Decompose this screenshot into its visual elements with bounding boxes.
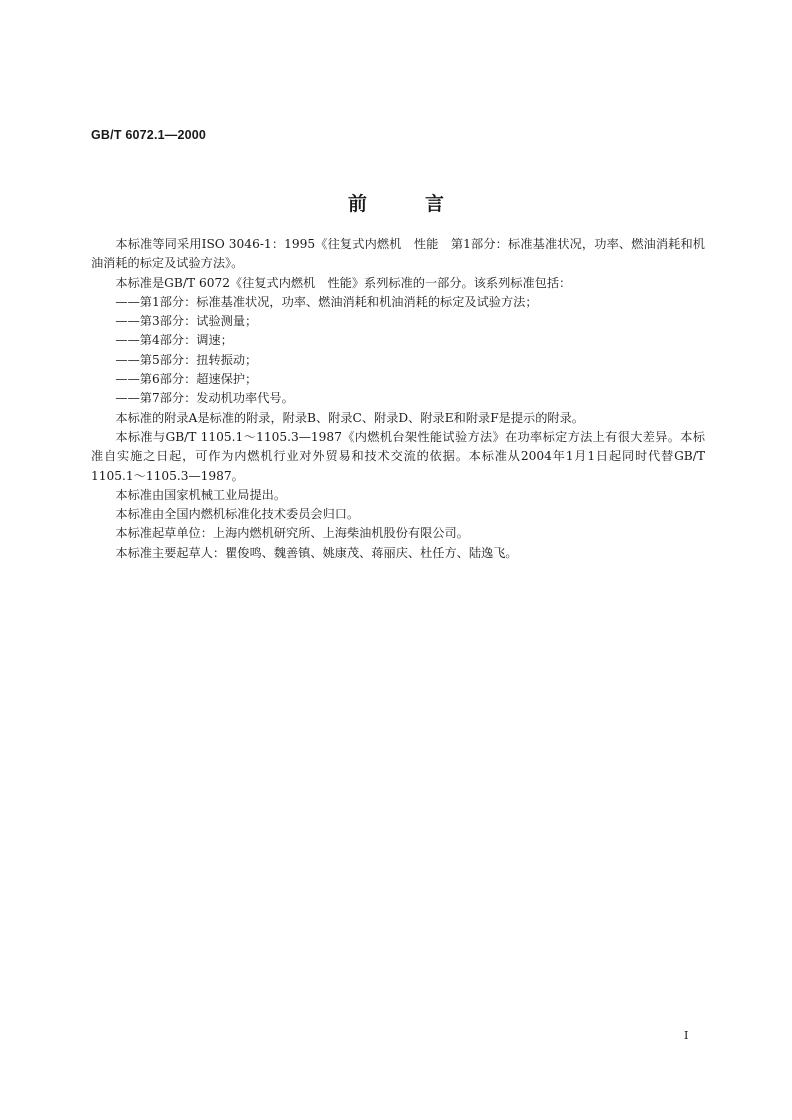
list-item: ——第6部分：超速保护； — [115, 372, 258, 387]
paragraph-series: 本标准是GB/T 6072《往复式内燃机 性能》系列标准的一部分。该系列标准包括： — [115, 275, 572, 290]
list-item: ——第4部分：调速； — [115, 333, 233, 348]
series-list — [91, 293, 705, 409]
paragraph-drafters: 本标准主要起草人：瞿俊鸣、魏善镇、姚康茂、蒋丽庆、杜任方、陆逸飞。 — [115, 545, 518, 560]
foreword-body — [91, 235, 705, 563]
list-item: ——第1部分：标准基准状况，功率、燃油消耗和机油消耗的标定及试验方法； — [115, 294, 538, 309]
paragraph-annexes: 本标准的附录A是标准的附录，附录B、附录C、附录D、附录E和附录F是提示的附录。 — [115, 410, 584, 425]
paragraph-replacement: 本标准与GB/T 1105.1～1105.3—1987《内燃机台架性能试验方法》在功率标定方法上有很大差异。本标准自实施之日起，可作为内燃机行业对外贸易和技术交流的依据。本标准从2004年1月1日起同时代替GB/T 1105.1～1105.3—1987。 — [91, 429, 705, 483]
page-title: 前言 — [347, 193, 502, 215]
standard-code: GB/T 6072.1—2000 — [91, 128, 207, 142]
list-item: ——第7部分：发动机功率代号。 — [115, 391, 294, 406]
paragraph-committee: 本标准由全国内燃机标准化技术委员会归口。 — [115, 507, 360, 522]
paragraph-proposer: 本标准由国家机械工业局提出。 — [115, 487, 287, 502]
paragraph-adoption: 本标准等同采用ISO 3046-1：1995《往复式内燃机 性能 第1部分：标准基准状况，功率、燃油消耗和机油消耗的标定及试验方法》。 — [91, 237, 705, 271]
page-number: I — [684, 1029, 689, 1042]
list-item: ——第5部分：扭转振动； — [115, 352, 258, 367]
paragraph-drafting-units: 本标准起草单位：上海内燃机研究所、上海柴油机股份有限公司。 — [115, 526, 469, 541]
list-item: ——第3部分：试验测量； — [115, 314, 258, 329]
